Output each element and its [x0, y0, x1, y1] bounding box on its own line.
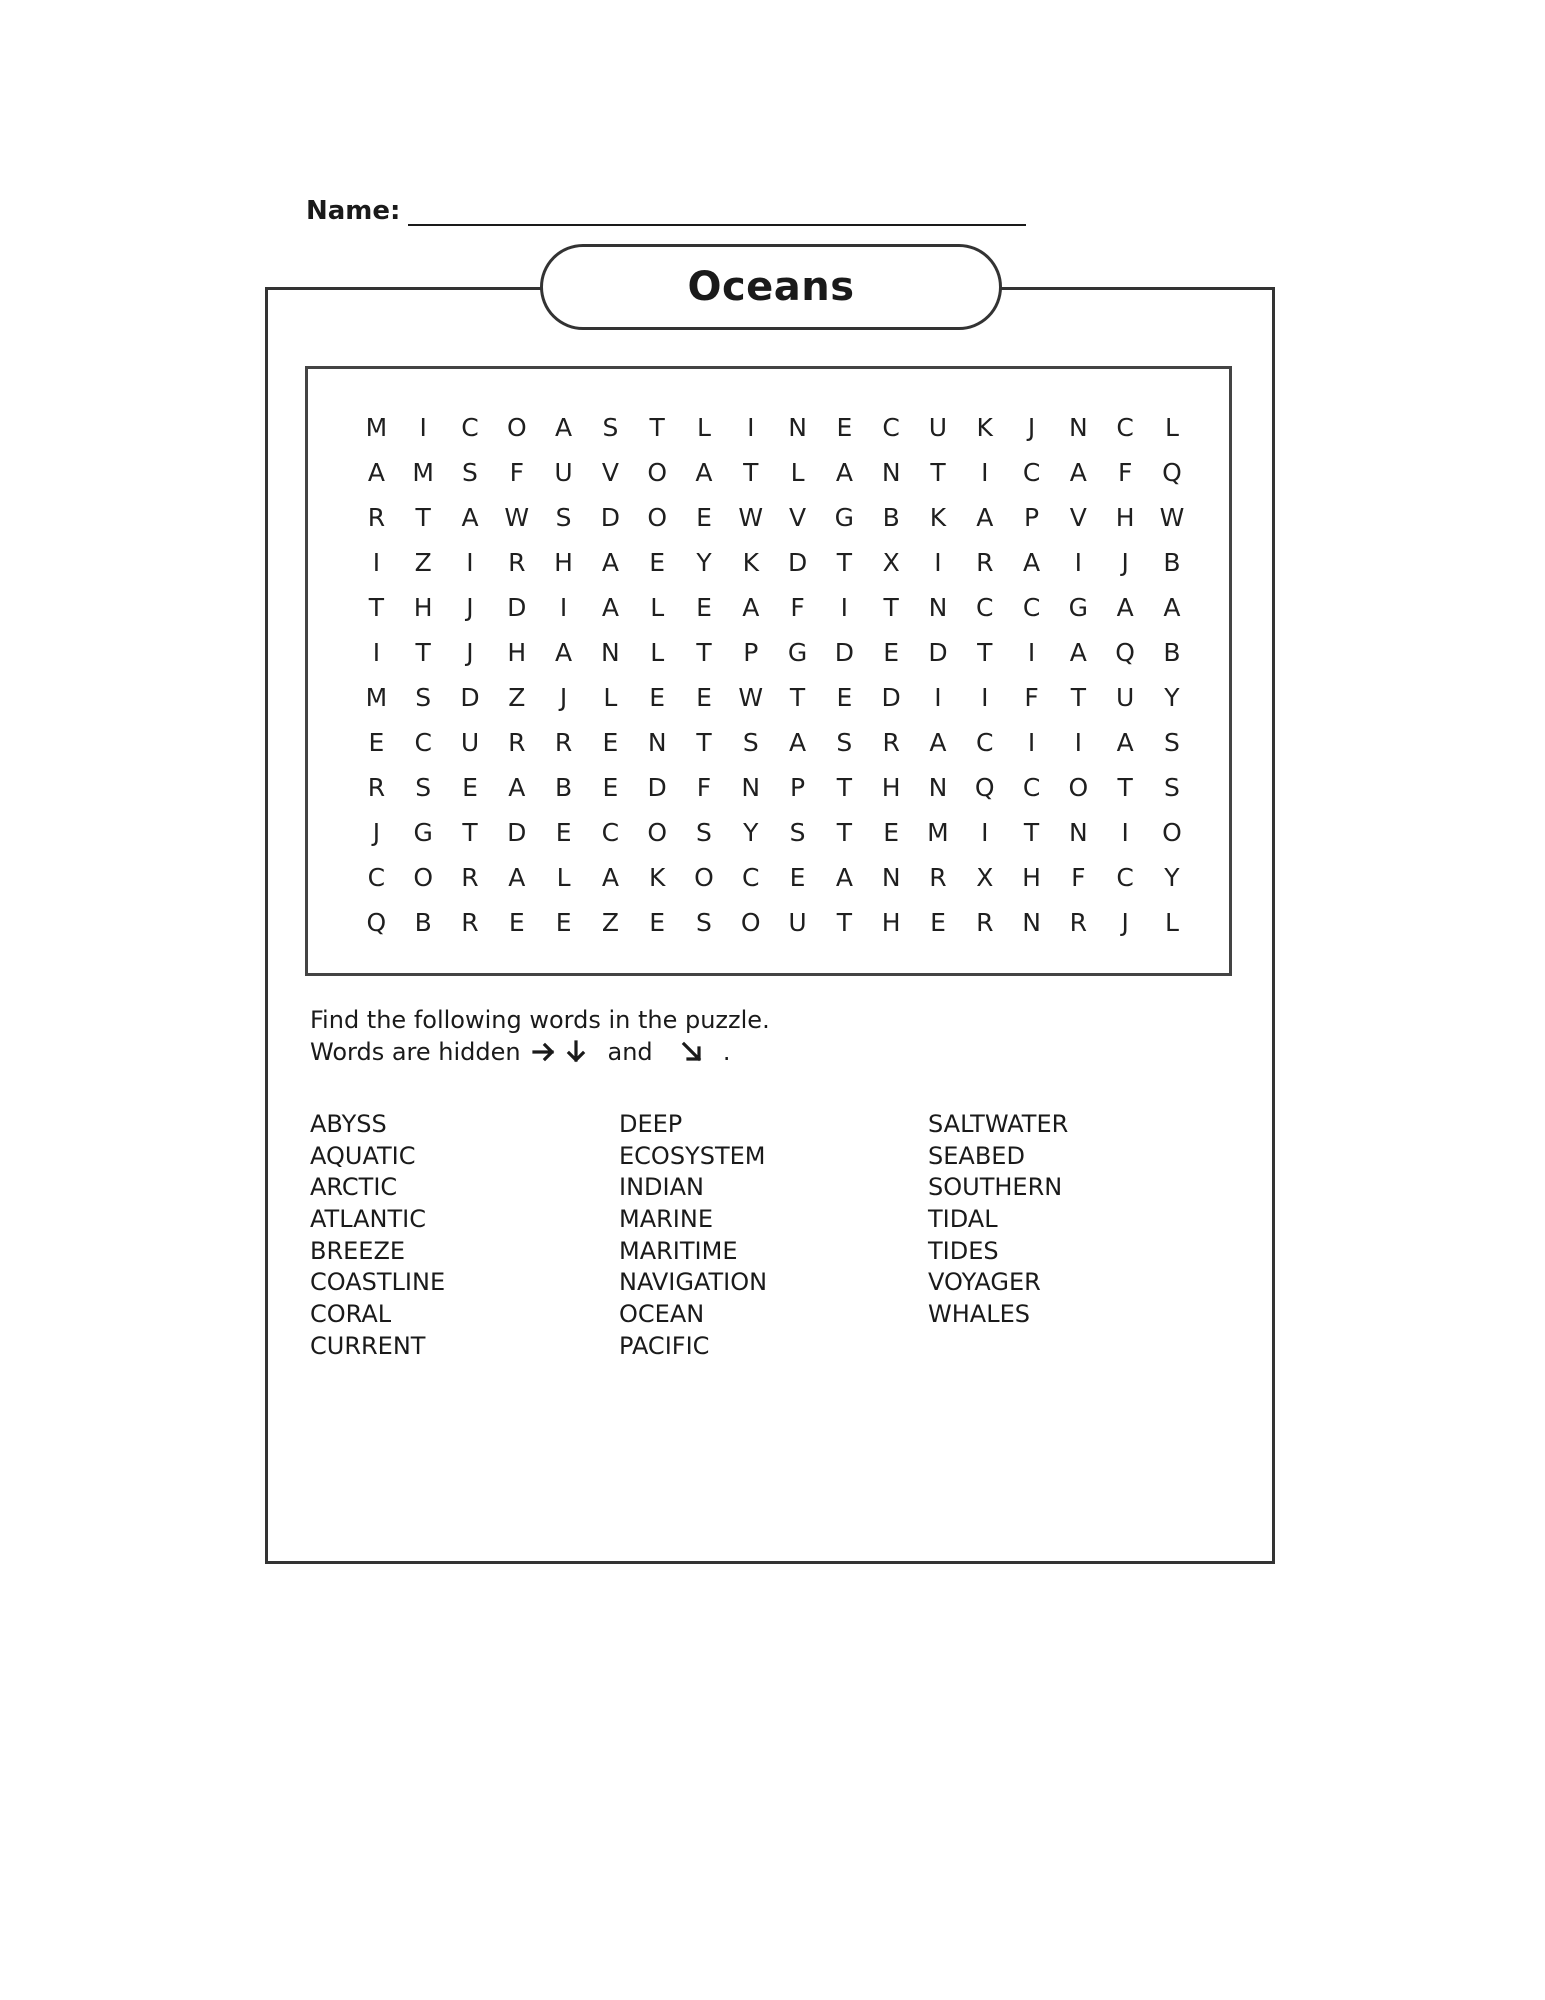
word-item: PACIFIC	[619, 1331, 710, 1360]
grid-letter: N	[881, 863, 901, 892]
grid-letter: H	[507, 638, 527, 667]
grid-letter: E	[602, 773, 619, 802]
grid-letter: S	[415, 773, 432, 802]
grid-letter: N	[601, 638, 620, 667]
grid-letter: A	[601, 548, 619, 577]
grid-letter: R	[367, 503, 386, 532]
grid-letter: B	[1163, 638, 1181, 667]
grid-letter: K	[929, 503, 947, 532]
grid-letter: H	[1022, 863, 1041, 892]
grid-letter: E	[555, 908, 572, 937]
grid-letter: R	[929, 863, 947, 892]
grid-letter: T	[836, 773, 852, 802]
grid-letter: J	[466, 638, 474, 667]
grid-letter: A	[976, 503, 994, 532]
grid-letter: U	[554, 458, 573, 487]
grid-letter: U	[460, 728, 480, 757]
name-label: Name:	[306, 196, 401, 226]
grid-letter: C	[742, 863, 760, 892]
grid-letter: T	[415, 503, 431, 532]
grid-letter: J	[559, 683, 568, 712]
grid-letter: E	[602, 728, 619, 757]
grid-letter: R	[508, 548, 526, 577]
arrow-right-icon	[528, 1036, 560, 1068]
grid-letter: C	[976, 593, 994, 622]
grid-letter: N	[1069, 818, 1088, 847]
word-item: TIDAL	[928, 1205, 998, 1234]
word-list-column-3	[928, 1109, 1068, 1331]
word-item: WHALES	[928, 1300, 1030, 1329]
grid-letter: E	[883, 638, 900, 667]
grid-letter: A	[461, 503, 479, 532]
grid-letter: E	[649, 548, 666, 577]
instructions-prefix: Words are hidden	[310, 1038, 521, 1066]
grid-letter: V	[601, 458, 619, 487]
grid-letter: T	[1117, 773, 1133, 802]
grid-letter: M	[412, 458, 434, 487]
grid-letter: L	[790, 458, 805, 487]
word-item: INDIAN	[619, 1173, 704, 1202]
grid-letter: D	[647, 773, 667, 802]
grid-letter: E	[368, 728, 385, 757]
grid-letter: R	[461, 863, 479, 892]
grid-letter: P	[1024, 503, 1040, 532]
grid-letter: A	[1163, 593, 1181, 622]
grid-letter: E	[649, 908, 666, 937]
grid-letter: A	[508, 773, 526, 802]
grid-letter: R	[554, 728, 573, 757]
grid-letter: O	[740, 908, 761, 937]
grid-letter: T	[696, 728, 712, 757]
grid-letter: B	[555, 773, 573, 802]
grid-letter: F	[1024, 683, 1039, 712]
word-item: DEEP	[619, 1110, 683, 1138]
grid-letter: U	[1115, 683, 1135, 712]
grid-letter: A	[1116, 728, 1134, 757]
word-item: OCEAN	[619, 1300, 705, 1329]
grid-letter: G	[1068, 593, 1089, 622]
grid-letter: F	[1117, 458, 1133, 487]
grid-letter: Y	[696, 548, 712, 577]
grid-letter: H	[881, 773, 901, 802]
grid-letter: L	[650, 593, 665, 622]
instructions-line-2	[310, 1036, 770, 1068]
word-list-column-1	[310, 1109, 445, 1363]
grid-letter: W	[504, 503, 530, 532]
grid-letter: H	[554, 548, 573, 577]
word-item: SOUTHERN	[928, 1173, 1063, 1202]
grid-letter: R	[976, 548, 994, 577]
grid-letter: A	[601, 593, 619, 622]
grid-letter: N	[881, 458, 901, 487]
grid-letter: N	[928, 773, 948, 802]
grid-letter: R	[882, 728, 900, 757]
grid-letter: R	[461, 908, 479, 937]
grid-letter: M	[365, 413, 388, 442]
grid-letter: B	[882, 503, 900, 532]
grid-letter: O	[647, 503, 668, 532]
grid-letter: Z	[601, 908, 619, 937]
grid-letter: T	[836, 548, 852, 577]
grid-letter: C	[1022, 773, 1041, 802]
grid-letter: A	[555, 413, 573, 442]
grid-letter: L	[556, 863, 571, 892]
grid-letter: G	[834, 503, 855, 532]
grid-letter: T	[696, 638, 712, 667]
word-item: MARITIME	[619, 1236, 738, 1265]
word-item: AQUATIC	[310, 1141, 416, 1170]
grid-letter: A	[555, 638, 573, 667]
grid-letter: R	[367, 773, 386, 802]
grid-letter: W	[738, 503, 764, 532]
grid-letter: C	[1022, 593, 1041, 622]
grid-letter: T	[462, 818, 478, 847]
grid-letter: E	[696, 683, 712, 712]
grid-letter: B	[1163, 548, 1181, 577]
grid-letter: K	[648, 863, 666, 892]
grid-letter: I	[981, 683, 989, 712]
grid-letter: N	[647, 728, 667, 757]
grid-letter: T	[883, 593, 899, 622]
grid-letter: A	[695, 458, 713, 487]
instructions-line-1: Find the following words in the puzzle.	[310, 1006, 770, 1034]
grid-letter: S	[602, 413, 619, 442]
grid-letter: E	[696, 503, 712, 532]
grid-letter: F	[509, 458, 524, 487]
grid-letter: E	[508, 908, 525, 937]
grid-letter: S	[696, 908, 712, 937]
grid-letter: D	[787, 548, 808, 577]
grid-letter: Y	[1164, 683, 1180, 712]
grid-letter: A	[508, 863, 526, 892]
grid-letter: I	[747, 413, 755, 442]
grid-letter: O	[647, 458, 668, 487]
grid-letter: I	[559, 593, 568, 622]
grid-letter: J	[1027, 413, 1036, 442]
grid-letter: C	[976, 728, 994, 757]
grid-letter: N	[1069, 413, 1088, 442]
grid-letter: E	[836, 413, 853, 442]
grid-letter: S	[415, 683, 432, 712]
word-item: SEABED	[928, 1141, 1025, 1170]
grid-letter: R	[508, 728, 526, 757]
grid-letter: M	[927, 818, 949, 847]
grid-letter: Q	[1115, 638, 1135, 667]
grid-letter: L	[1164, 413, 1179, 442]
grid-letter: T	[415, 638, 431, 667]
grid-letter: S	[836, 728, 853, 757]
grid-letter: E	[883, 818, 900, 847]
grid-letter: D	[507, 818, 527, 847]
grid-letter: E	[462, 773, 478, 802]
grid-letter: P	[743, 638, 759, 667]
grid-letter: S	[1164, 728, 1180, 757]
grid-letter: I	[1027, 728, 1036, 757]
grid-letter: T	[1023, 818, 1040, 847]
word-item: CURRENT	[310, 1331, 426, 1360]
grid-letter: A	[835, 458, 853, 487]
grid-letter: L	[1164, 908, 1179, 937]
grid-letter: I	[372, 548, 381, 577]
grid-letter: A	[1116, 593, 1134, 622]
grid-letter: M	[365, 683, 388, 712]
grid-letter: S	[1164, 773, 1180, 802]
grid-letter: S	[462, 458, 478, 487]
grid-letter: W	[738, 683, 764, 712]
arrow-down-right-icon	[676, 1036, 708, 1068]
instructions-and: and	[607, 1038, 653, 1066]
grid-letter: V	[1069, 503, 1087, 532]
grid-letter: O	[1068, 773, 1089, 802]
grid-letter: T	[743, 458, 759, 487]
grid-letter: H	[1115, 503, 1135, 532]
word-item: COASTLINE	[310, 1268, 446, 1297]
grid-letter: F	[790, 593, 805, 622]
grid-letter: P	[790, 773, 806, 802]
grid-letter: E	[930, 908, 946, 937]
grid-letter: U	[928, 413, 948, 442]
grid-letter: O	[647, 818, 668, 847]
grid-letter: Q	[974, 773, 995, 802]
grid-letter: T	[649, 413, 665, 442]
grid-letter: C	[461, 413, 479, 442]
word-item: ARCTIC	[310, 1173, 398, 1202]
grid-letter: R	[1069, 908, 1088, 937]
grid-letter: D	[881, 683, 901, 712]
grid-letter: F	[1071, 863, 1086, 892]
grid-letter: A	[1069, 638, 1087, 667]
grid-letter: A	[601, 863, 619, 892]
grid-letter: I	[1027, 638, 1036, 667]
word-item: BREEZE	[310, 1236, 406, 1265]
grid-letter: A	[789, 728, 807, 757]
grid-letter: S	[789, 818, 806, 847]
word-item: ATLANTIC	[310, 1205, 427, 1234]
letter-grid	[353, 405, 1195, 945]
grid-letter: L	[603, 683, 618, 712]
grid-letter: O	[1162, 818, 1182, 847]
grid-letter: E	[789, 863, 806, 892]
grid-letter: H	[413, 593, 433, 622]
grid-letter: L	[650, 638, 665, 667]
grid-letter: I	[840, 593, 849, 622]
grid-letter: D	[928, 638, 948, 667]
grid-letter: I	[1121, 818, 1129, 847]
grid-letter: N	[788, 413, 807, 442]
grid-letter: N	[1022, 908, 1041, 937]
word-item: ECOSYSTEM	[619, 1141, 766, 1170]
grid-letter: D	[834, 638, 854, 667]
grid-letter: L	[697, 413, 711, 442]
instructions-end: .	[722, 1038, 731, 1066]
grid-letter: W	[1159, 503, 1185, 532]
grid-letter: N	[928, 593, 948, 622]
title-banner	[540, 244, 1002, 330]
arrow-down-icon	[560, 1036, 592, 1068]
grid-letter: A	[367, 458, 385, 487]
grid-letter: K	[742, 548, 759, 577]
grid-letter: E	[649, 683, 666, 712]
grid-letter: I	[466, 548, 474, 577]
grid-letter: T	[836, 818, 852, 847]
word-list-column-2	[619, 1109, 767, 1363]
word-item: ABYSS	[310, 1110, 387, 1138]
grid-letter: Q	[366, 908, 387, 937]
word-item: MARINE	[619, 1205, 713, 1234]
grid-letter: I	[934, 683, 942, 712]
grid-letter: I	[372, 638, 381, 667]
name-field[interactable]	[306, 186, 1026, 226]
grid-letter: T	[1070, 683, 1086, 712]
word-item: SALTWATER	[928, 1110, 1069, 1138]
grid-letter: O	[413, 863, 434, 892]
instructions	[310, 1004, 770, 1068]
grid-letter: I	[981, 458, 989, 487]
grid-letter: S	[555, 503, 572, 532]
grid-letter: I	[419, 413, 427, 442]
grid-letter: T	[368, 593, 385, 622]
grid-letter: D	[460, 683, 480, 712]
puzzle-title: Oceans	[687, 264, 855, 310]
word-item: CORAL	[310, 1300, 392, 1329]
grid-letter: D	[600, 503, 621, 532]
grid-letter: O	[694, 863, 714, 892]
word-item: NAVIGATION	[619, 1268, 768, 1297]
grid-letter: I	[1074, 548, 1083, 577]
grid-letter: H	[881, 908, 901, 937]
grid-letter: G	[413, 818, 433, 847]
grid-letter: T	[977, 638, 993, 667]
grid-letter: C	[1116, 413, 1134, 442]
grid-letter: G	[787, 638, 808, 667]
grid-letter: A	[1023, 548, 1041, 577]
grid-letter: Q	[1162, 458, 1182, 487]
grid-letter: Z	[508, 683, 526, 712]
grid-letter: A	[1069, 458, 1087, 487]
grid-letter: X	[882, 548, 900, 577]
grid-letter: O	[506, 413, 527, 442]
grid-letter: I	[981, 818, 989, 847]
grid-letter: T	[930, 458, 946, 487]
word-item: TIDES	[928, 1236, 999, 1265]
grid-letter: J	[372, 818, 381, 847]
grid-letter: A	[929, 728, 947, 757]
grid-letter: F	[696, 773, 712, 802]
grid-letter: E	[836, 683, 853, 712]
name-blank-line[interactable]	[408, 198, 1026, 226]
grid-letter: C	[1116, 863, 1134, 892]
grid-letter: E	[555, 818, 572, 847]
grid-letter: Y	[743, 818, 759, 847]
grid-letter: C	[414, 728, 432, 757]
grid-letter: X	[976, 863, 994, 892]
grid-letter: T	[789, 683, 806, 712]
grid-letter: J	[1121, 548, 1129, 577]
grid-letter: S	[696, 818, 712, 847]
grid-letter: S	[742, 728, 759, 757]
grid-letter: I	[1074, 728, 1083, 757]
grid-letter: J	[466, 593, 474, 622]
grid-letter: B	[414, 908, 432, 937]
grid-letter: C	[601, 818, 620, 847]
grid-letter: N	[741, 773, 761, 802]
grid-letter: Z	[414, 548, 432, 577]
grid-letter: J	[1121, 908, 1129, 937]
grid-letter: C	[1022, 458, 1041, 487]
grid-letter: R	[976, 908, 994, 937]
grid-letter: K	[976, 413, 993, 442]
word-item: VOYAGER	[928, 1268, 1041, 1297]
grid-letter: I	[934, 548, 942, 577]
grid-letter: U	[788, 908, 807, 937]
grid-letter: Y	[1164, 863, 1180, 892]
grid-letter: C	[367, 863, 386, 892]
grid-letter: C	[882, 413, 900, 442]
grid-letter: A	[742, 593, 760, 622]
grid-letter: T	[836, 908, 852, 937]
grid-letter: V	[789, 503, 807, 532]
grid-letter: E	[696, 593, 712, 622]
grid-letter: D	[507, 593, 527, 622]
grid-letter: A	[835, 863, 853, 892]
